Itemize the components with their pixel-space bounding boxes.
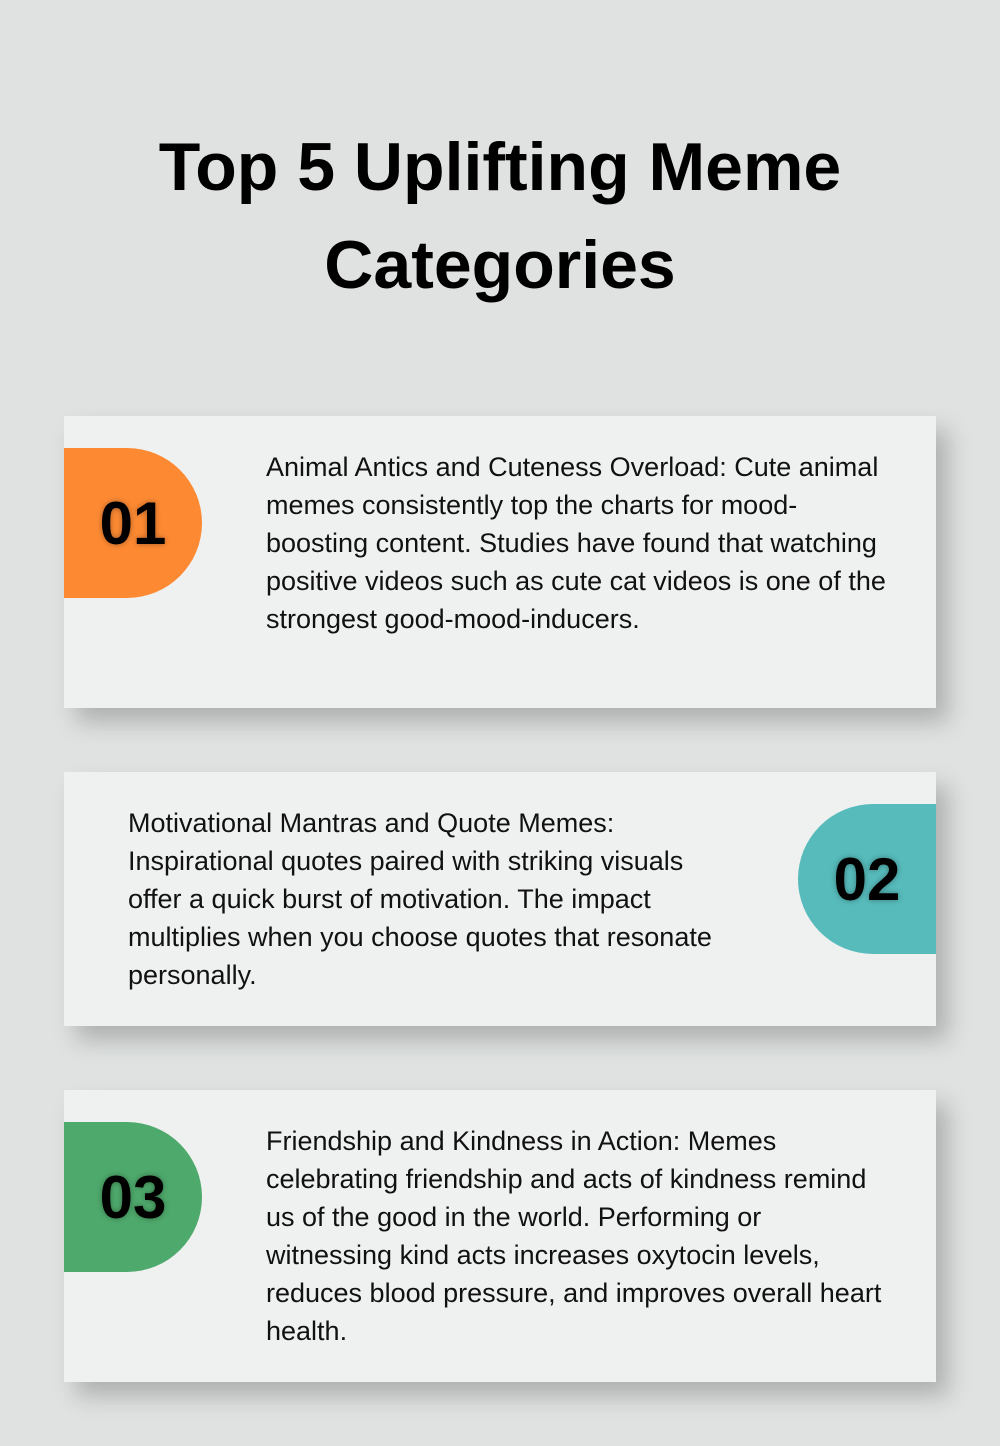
category-card-1 (64, 416, 936, 708)
category-description: Motivational Mantras and Quote Memes: Inspirational quotes paired with striking visuals offer a quick burst of motivation. The impact multiplies when you choose quotes that resonate personally. (128, 808, 712, 990)
category-card-2 (64, 772, 936, 1026)
number-badge (64, 1122, 202, 1272)
category-description: Animal Antics and Cuteness Overload: Cute animal memes consistently top the charts for mood-boosting content. Studies have found that watching positive videos such as cute cat videos is one of the strongest good-mood-inducers. (266, 452, 886, 634)
category-card-3 (64, 1090, 936, 1382)
category-description: Friendship and Kindness in Action: Memes celebrating friendship and acts of kindness remind us of the good in the world. Performing or witnessing kind acts increases oxytocin levels, reduces blood pressure, and improves overall heart health. (266, 1126, 882, 1346)
badge-number: 03 (99, 1163, 167, 1231)
number-badge (64, 448, 202, 598)
number-badge (798, 804, 936, 954)
badge-number: 01 (99, 489, 167, 557)
badge-number: 02 (833, 845, 901, 913)
page-title: Top 5 Uplifting Meme Categories (158, 129, 842, 303)
